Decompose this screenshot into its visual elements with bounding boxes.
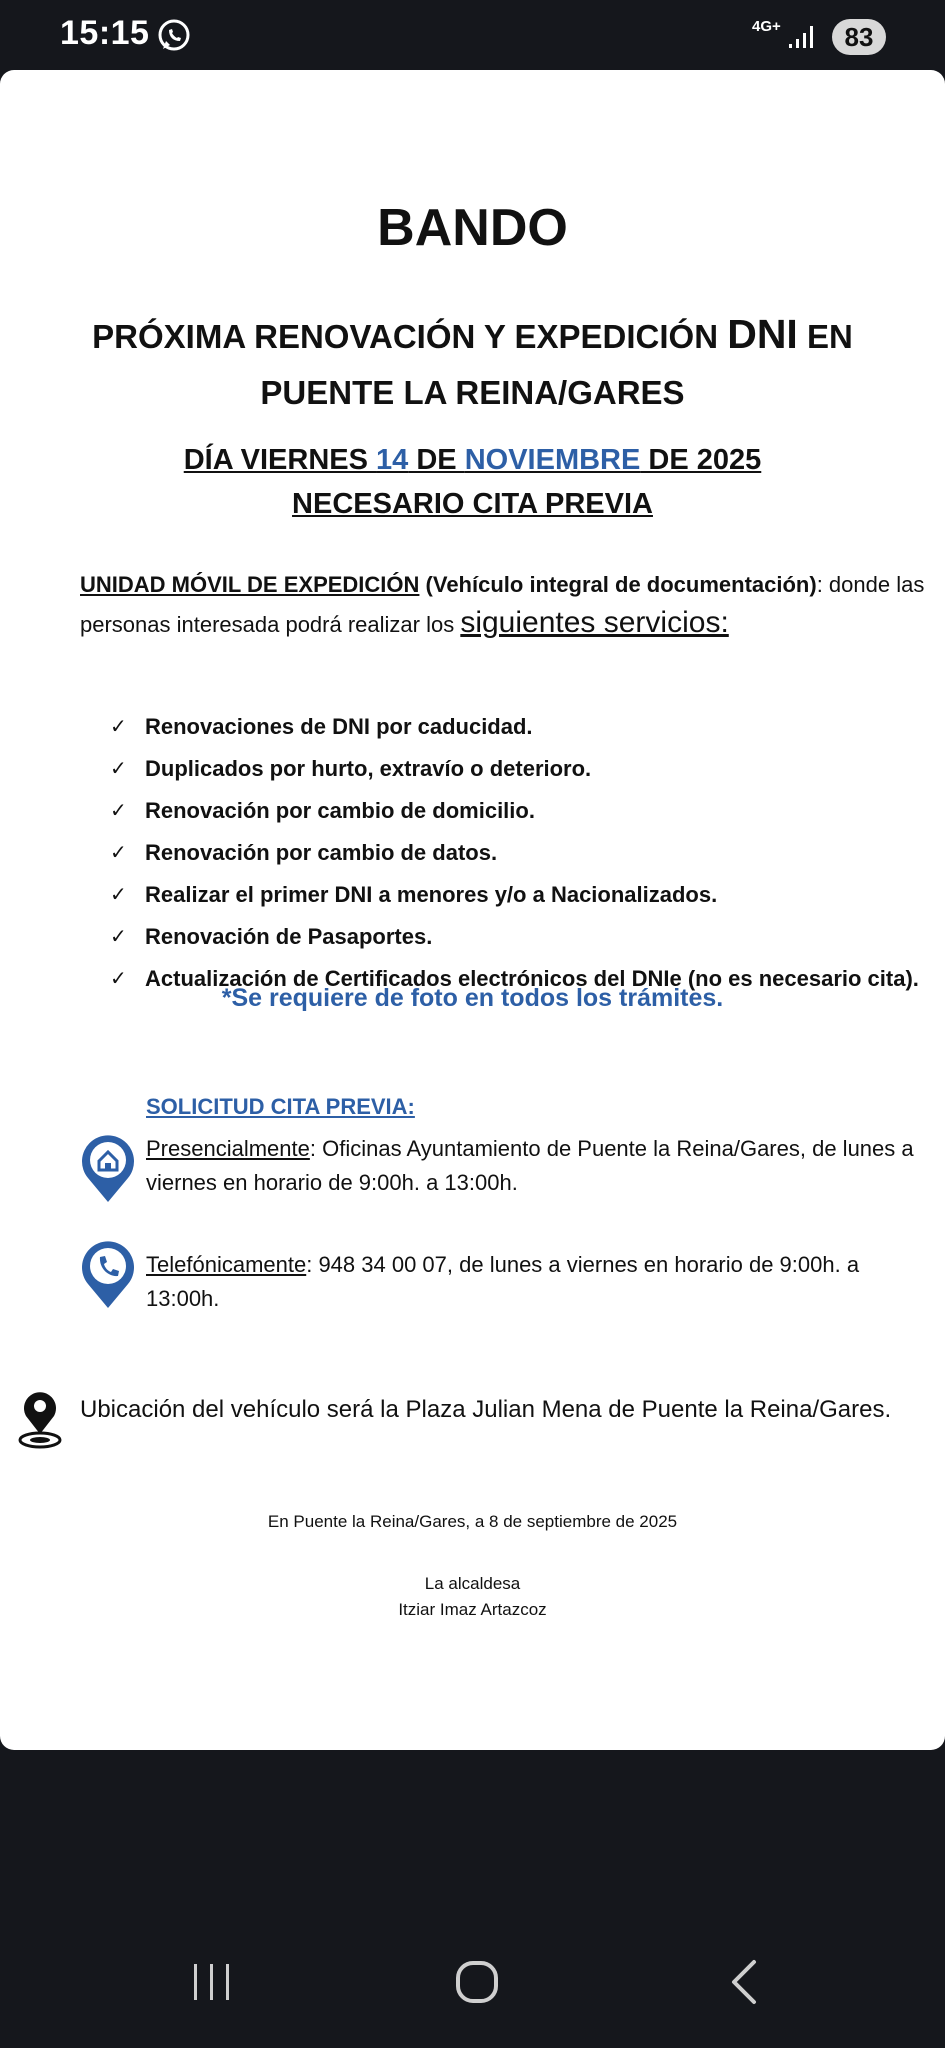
- date-de: DE: [408, 444, 465, 476]
- service-item: ✓ Renovación por cambio de datos.: [110, 838, 925, 880]
- headline-part1: PRÓXIMA RENOVACIÓN Y EXPEDICIÓN: [92, 318, 728, 355]
- check-icon: ✓: [110, 884, 127, 906]
- headline-part2: EN PUENTE LA REINA/GARES: [260, 318, 853, 411]
- check-icon: ✓: [110, 842, 127, 864]
- network-indicator: 4G+: [752, 18, 781, 35]
- phone-text: : 948 34 00 07, de lunes a viernes en horario de 9:00h. a 13:00h.: [146, 1252, 860, 1311]
- check-icon: ✓: [110, 968, 127, 990]
- intro-paren: (Vehículo integral de documentación): [419, 572, 817, 597]
- check-icon: ✓: [110, 926, 127, 948]
- contact-phone: [146, 1248, 926, 1316]
- signature-name: Itziar Imaz Artazcoz: [398, 1600, 547, 1619]
- service-item: ✓ Renovación de Pasaportes.: [110, 922, 925, 964]
- signature-role: La alcaldesa: [424, 1574, 521, 1593]
- home-button[interactable]: [454, 1960, 500, 2004]
- service-item: ✓ Duplicados por hurto, extravío o deterioro.: [110, 754, 925, 796]
- in-person-text: : Oficinas Ayuntamiento de Puente la Reina/Gares, de lunes a viernes en horario de 9:00h. a 13:00h.: [146, 1136, 914, 1195]
- whatsapp-icon: [156, 18, 192, 54]
- service-item: ✓ Renovaciones de DNI por caducidad.: [110, 712, 925, 754]
- intro-services: siguientes servicios:: [460, 606, 729, 639]
- bando-document[interactable]: [0, 70, 945, 1750]
- photo-note: *Se requiere de foto en todos los trámites.: [221, 984, 724, 1012]
- headline-dni: DNI: [727, 311, 798, 357]
- date-day: 14: [376, 444, 409, 476]
- phone-label: Telefónicamente: [146, 1252, 307, 1277]
- phone-pin-icon: [78, 1238, 138, 1310]
- date-prefix: DÍA VIERNES: [183, 444, 377, 476]
- navigation-bar: [0, 1900, 945, 2048]
- check-icon: ✓: [110, 800, 127, 822]
- in-person-label: Presencialmente: [146, 1136, 310, 1161]
- service-item: ✓ Realizar el primer DNI a menores y/o a Nacionalizados.: [110, 880, 925, 922]
- signal-icon: [788, 24, 814, 50]
- back-button[interactable]: [726, 1958, 762, 2006]
- home-pin-icon: [78, 1132, 138, 1204]
- check-icon: ✓: [110, 758, 127, 780]
- appointment-required: NECESARIO CITA PREVIA: [292, 488, 653, 520]
- date-suffix: DE 2025: [640, 444, 762, 476]
- signature-place-date: En Puente la Reina/Gares, a 8 de septiembre de 2025: [267, 1512, 678, 1531]
- intro-lead: UNIDAD MÓVIL DE EXPEDICIÓN: [80, 572, 420, 597]
- vehicle-location: Ubicación del vehículo será la Plaza Julian Mena de Puente la Reina/Gares.: [80, 1396, 892, 1423]
- headline: [60, 306, 885, 421]
- date-block: [0, 438, 945, 526]
- battery-indicator: 83: [832, 19, 886, 55]
- recents-button[interactable]: [190, 1960, 234, 2004]
- document-title: BANDO: [377, 199, 568, 257]
- intro-text: : donde las personas interesada podrá realizar los: [80, 572, 925, 637]
- status-time: 15:15: [60, 14, 150, 52]
- cita-heading: SOLICITUD CITA PREVIA:: [146, 1094, 415, 1119]
- status-bar: [0, 0, 945, 70]
- location-pin-icon: [14, 1382, 66, 1450]
- contact-in-person: [146, 1132, 926, 1200]
- intro-paragraph: [80, 566, 925, 644]
- service-item: ✓ Renovación por cambio de domicilio.: [110, 796, 925, 838]
- check-icon: ✓: [110, 716, 127, 738]
- date-month: NOVIEMBRE: [464, 444, 641, 476]
- service-item: ✓ Actualización de Certificados electrónicos del DNIe (no es necesario cita).: [110, 964, 925, 1034]
